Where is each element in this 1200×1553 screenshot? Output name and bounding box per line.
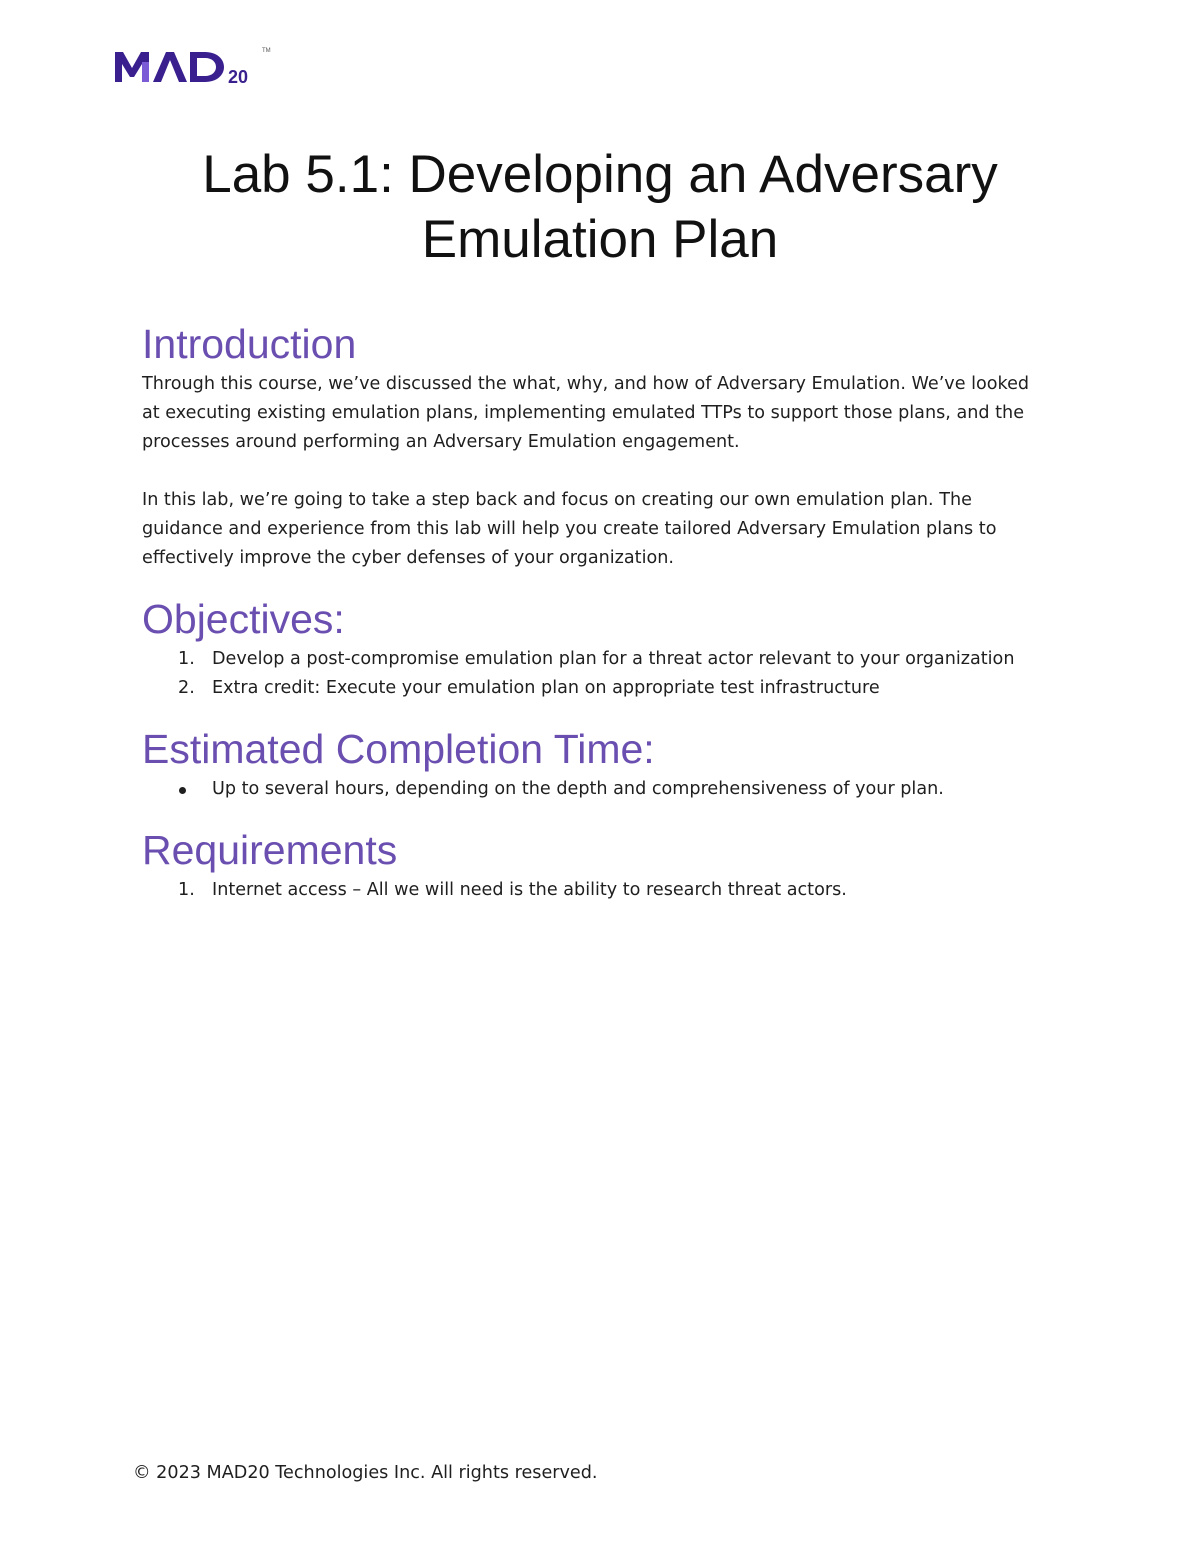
list-number: 2. — [178, 678, 195, 698]
objectives-section — [142, 593, 1052, 703]
list-item — [142, 674, 1052, 703]
requirements-list — [142, 876, 1052, 905]
logo-trademark: TM — [262, 48, 271, 54]
list-item-text: Extra credit: Execute your emulation plan on appropriate test infrastructure — [212, 678, 880, 698]
requirements-section — [142, 824, 1052, 905]
list-number: 1. — [178, 649, 195, 669]
requirements-heading: Requirements — [142, 827, 398, 873]
copyright-footer: © 2023 MAD20 Technologies Inc. All rights reserved. — [133, 1463, 598, 1483]
title-line-2: Emulation Plan — [421, 210, 779, 269]
mad20-logo — [113, 40, 273, 96]
list-item-text: Up to several hours, depending on the depth and comprehensiveness of your plan. — [212, 779, 944, 799]
list-number: 1. — [178, 880, 195, 900]
completion-time-section — [142, 723, 1052, 804]
mad20-logo-graphic — [113, 40, 273, 96]
list-item-text: Internet access – All we will need is the ability to research threat actors. — [212, 880, 847, 900]
objectives-heading: Objectives: — [142, 596, 345, 642]
bullet-icon — [179, 787, 186, 794]
list-item — [142, 775, 1052, 804]
title-line-1: Lab 5.1: Developing an Adversary — [202, 145, 998, 204]
introduction-paragraph-2: In this lab, we’re going to take a step back and focus on creating our own emulation plan. The guidance and experience from this lab will help you create tailored Adversary Emulation plans to effectively improve the cyber defenses of your organization. — [142, 490, 997, 568]
logo-subscript: 20 — [228, 67, 249, 87]
list-item — [142, 876, 1052, 905]
introduction-paragraph-1: Through this course, we’ve discussed the what, why, and how of Adversary Emulation. We’ve looked at executing existing emulation plans, implementing emulated TTPs to support those plans, and the processes around performing an Adversary Emulation engagement. — [142, 374, 1030, 452]
list-item-text: Develop a post-compromise emulation plan for a threat actor relevant to your organization — [212, 649, 1015, 669]
completion-time-heading: Estimated Completion Time: — [142, 726, 655, 772]
introduction-section — [142, 318, 1052, 573]
document-body — [142, 318, 1052, 905]
objectives-list — [142, 645, 1052, 703]
list-item — [142, 645, 1052, 674]
completion-time-list — [142, 775, 1052, 804]
introduction-heading: Introduction — [142, 321, 357, 367]
page-title — [0, 142, 1200, 272]
